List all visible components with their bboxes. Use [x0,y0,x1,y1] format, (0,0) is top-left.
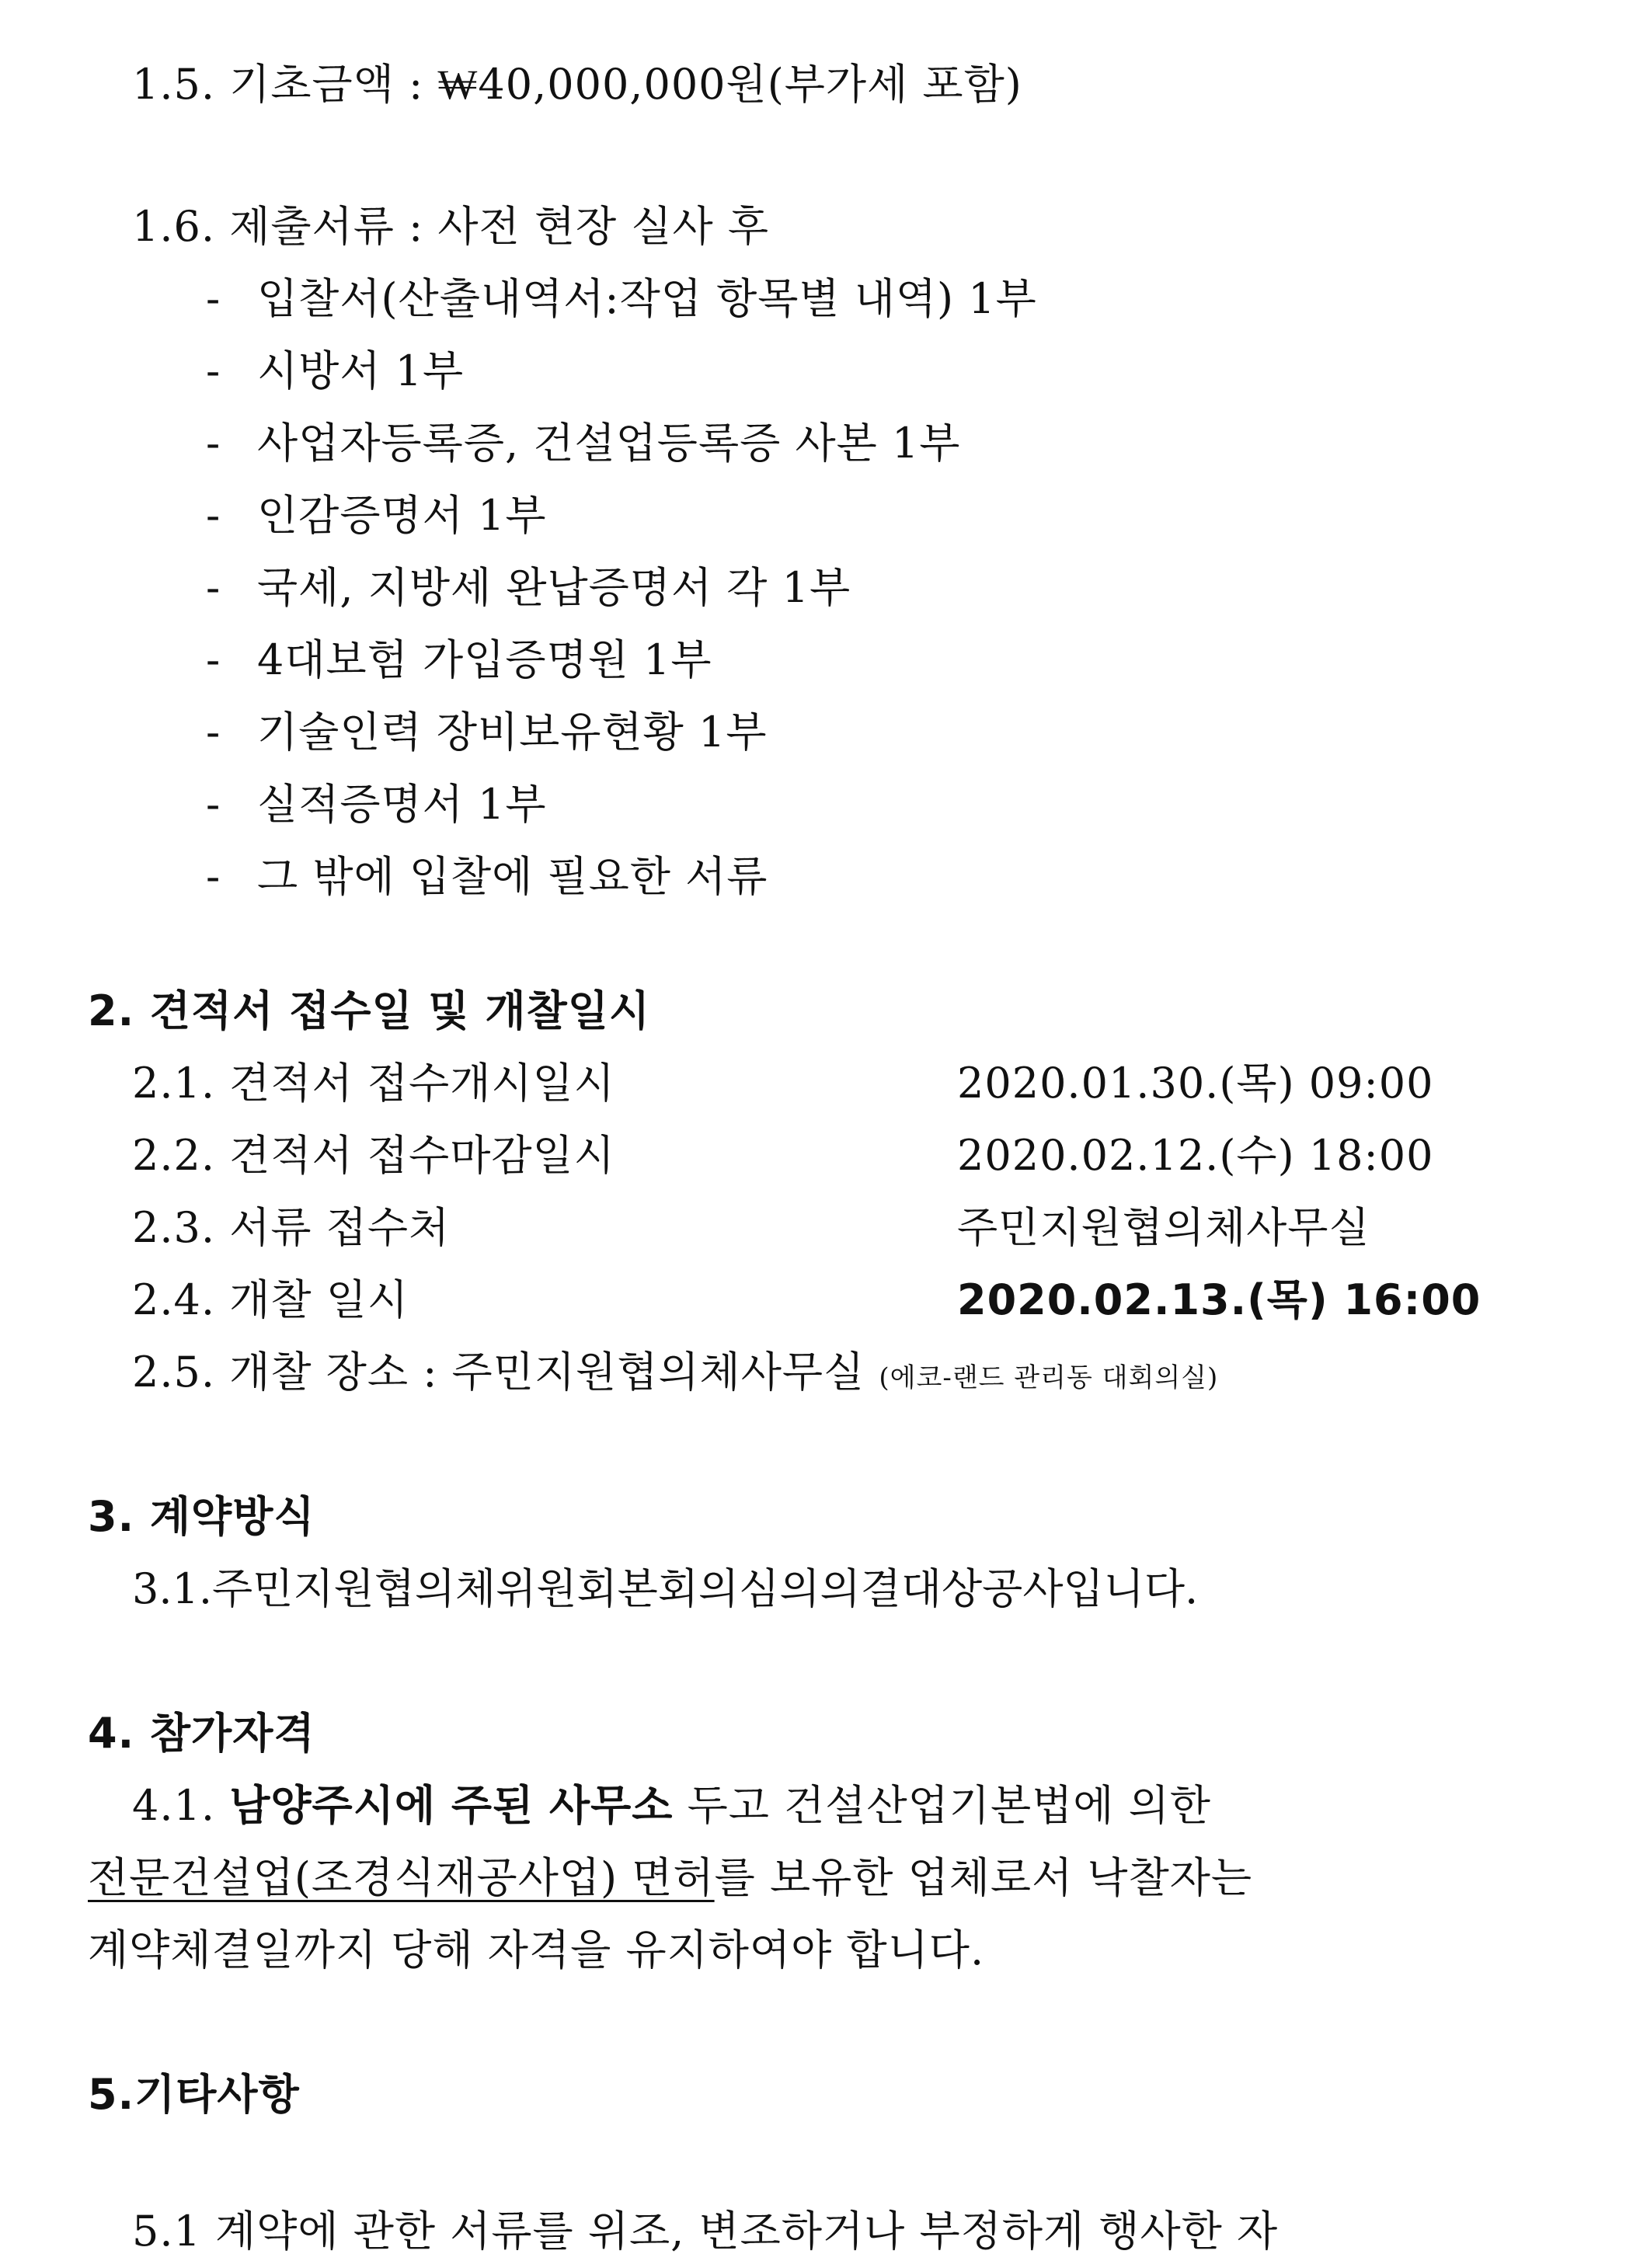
section-3-heading: 3. 계약방식 [88,1492,315,1541]
qualification-line-2: 전문건설업(조경식재공사업) 면허를 보유한 업체로서 낙찰자는 [88,1853,1253,1902]
submission-docs-heading: 1.6. 제출서류 : 사전 현장 실사 후 [132,202,770,251]
section-2-heading: 2. 견적서 접수일 및 개찰일시 [88,986,651,1035]
section-5-heading: 5.기타사항 [88,2070,300,2119]
schedule-value: 2020.01.30.(목) 09:00 [957,1059,1434,1108]
basic-amount-line: 1.5. 기초금액 : ₩40,000,000원(부가세 포함) [132,60,1022,109]
bullet-dash: - [206,852,221,901]
schedule-value: 2020.02.13.(목) 16:00 [957,1275,1482,1324]
opening-location-line [132,1345,1218,1405]
bullet-dash: - [206,563,221,612]
schedule-label: 2.3. 서류 접수처 [132,1203,451,1252]
schedule-value: 주민지원협의체사무실 [957,1203,1370,1252]
contract-method-text: 3.1.주민지원협의체위원회본회의심의의결대상공사입니다. [132,1564,1199,1613]
bullet-dash: - [206,274,221,323]
qualification-license: 전문건설업(조경식재공사업) 면허 [88,1853,715,1902]
section-4-heading: 4. 참가자격 [88,1709,315,1758]
list-item: - 그 밖에 입찰에 필요한 서류 [206,850,768,904]
schedule-label: 2.2. 견적서 접수마감일시 [132,1131,615,1180]
list-item: - 인감증명서 1부 [206,489,547,543]
bullet-dash: - [206,635,221,684]
schedule-label: 2.4. 개찰 일시 [132,1275,409,1324]
bullet-dash: - [206,708,221,757]
bullet-dash: - [206,346,221,395]
misc-item-5-1: 5.1 계약에 관한 서류를 위조, 변조하거나 부정하게 행사한 자 [132,2207,1279,2256]
list-item: - 시방서 1부 [206,344,464,398]
list-item: - 사업자등록증, 건설업등록증 사본 1부 [206,416,960,471]
qualification-line-1: 4.1. 남양주시에 주된 사무소 두고 건설산업기본법에 의한 [132,1781,1211,1830]
bullet-dash: - [206,780,221,829]
opening-location-note: (에코-랜드 관리동 대회의실) [879,1362,1219,1393]
qualification-highlight: 남양주시에 주된 사무소 [229,1781,674,1830]
list-item: - 입찰서(산출내역서:작업 항목별 내역) 1부 [206,272,1037,326]
list-item: - 4대보험 가입증명원 1부 [206,633,712,687]
list-item: - 실적증명서 1부 [206,777,547,832]
schedule-value: 2020.02.12.(수) 18:00 [957,1131,1434,1180]
bullet-dash: - [206,419,221,468]
list-item: - 국세, 지방세 완납증명서 각 1부 [206,561,851,615]
opening-location: 2.5. 개찰 장소 : 주민지원협의체사무실 [132,1348,865,1397]
qualification-line-3: 계약체결일까지 당해 자격을 유지하여야 합니다. [88,1925,985,1974]
schedule-label: 2.1. 견적서 접수개시일시 [132,1059,615,1108]
bullet-dash: - [206,491,221,540]
list-item: - 기술인력 장비보유현황 1부 [206,705,768,760]
